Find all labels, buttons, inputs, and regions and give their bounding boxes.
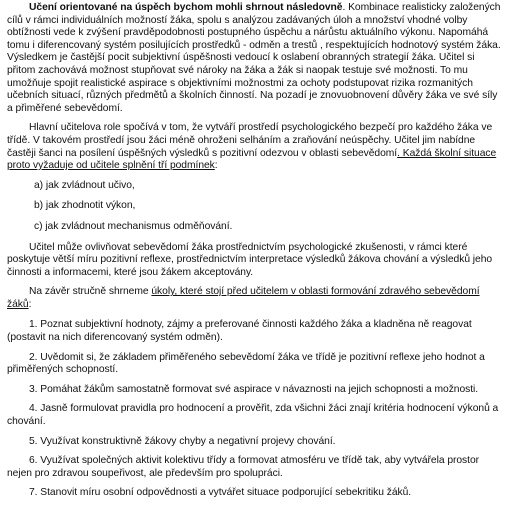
list-item: 1. Poznat subjektivní hodnoty, zájmy a preferované činnosti každého žáka a kladněna ně reagovat (postavit na nich diferencovaný systém odměn).	[7, 319, 472, 344]
list-item: c) jak zvládnout mechanismus odměňování.	[34, 220, 233, 232]
tasks-list	[7, 319, 504, 500]
list-item: 5. Využívat konstruktivně žákovy chyby a negativní projevy chování.	[29, 435, 336, 447]
conclusion-text: Na závěr stručně shrneme	[29, 286, 152, 298]
paragraph-summary	[7, 2, 504, 115]
paragraph-conclusion	[7, 286, 504, 311]
list-item: 3. Pomáhat žákům samostatně formovat své aspirace v návaznosti na jejich schopnosti a možnosti.	[29, 383, 479, 395]
paragraph-teacher-role	[7, 122, 504, 172]
self-esteem-text: Učitel může ovlivňovat sebevědomí žáka prostřednictvím psychologické zkušenosti, v rámci které poskytuje větší míru pozitivní reflexe, prostřednictvím interpretace výsledků žákova chování a výsledků jeho činnosti a informacemi, které jsou žákem akceptovány.	[7, 241, 493, 278]
summary-text: . Kombinace realisticky založených cílů v rámci individuálních možností žáka, spolu s analýzou zadávaných úloh a množství vhodné volby obtížnosti vede k zvýšení pravděpodobnosti postupného úspěchu a nárůstu aktuálního výkonu. Napomáhá tomu i diferencovaný systém posilujících prostředků - odměn a trestů , respektujících hodnotový systém žáka. Výsledkem je častější pocit subjektivní úspěšnosti vedoucí k oslabení obranných strategií žáka. Učitel si přitom zachovává možnost stupňovat své nároky na žáka a žák si naopak testuje své možnosti. To mu umožňuje spojit realistické aspirace s objektivními možnostmi za ochoty podstupovat rizika rozmanitých učebních situací, různých předmětů a školních činností. Na pozadí je znovuobnovení důvěry žáka ve své síly a přiměřené sebevědomí.	[7, 2, 501, 114]
list-item: 4. Jasně formulovat pravidla pro hodnocení a prověřit, zda všichni žáci znají kritéria hodnocení výkonů a chování.	[7, 403, 499, 428]
list-item: 7. Stanovit míru osobní odpovědnosti a vytvářet situace podporující sebekritiku žáků.	[29, 487, 412, 499]
teacher-role-underlined: . Každá školní situace proto vyžaduje od učitele splnění tří podmínek	[7, 147, 497, 172]
list-item: 2. Uvědomit si, že základem přiměřeného sebevědomí žáka ve třídě je pozitivní reflexe jeho hodnot a přiměřených schopností.	[7, 351, 485, 376]
conclusion-underlined: úkoly, které stojí před učitelem v oblasti formování zdravého sebevědomí žáků	[7, 286, 480, 310]
summary-lead: Učení orientované na úspěch bychom mohli shrnout následovně	[29, 2, 343, 13]
paragraph-self-esteem	[7, 242, 504, 280]
list-item: 6. Využívat společných aktivit kolektivu třídy a formovat atmosféru ve třídě tak, aby vytvářela prostor nejen pro zdravou soupeřivost, ale především pro spolupráci.	[7, 455, 480, 479]
list-item: a) jak zvládnout učivo,	[34, 179, 135, 191]
conditions-list	[7, 180, 504, 234]
teacher-role-tail: :	[214, 160, 218, 172]
list-item: b) jak zhodnotit výkon,	[34, 200, 136, 212]
teacher-role-text: Hlavní učitelova role spočívá v tom, že vytváří prostředí psychologického bezpečí pro každého žáka ve třídě. V takovém prostředí jsou žáci méně ohroženi selháním a zraňování neúspěchy. Učitel jim nabídne častěji šanci na posílení úspěšných výsledků s pozitivní odezvou v oblasti sebevědomí	[7, 122, 493, 159]
conclusion-tail: :	[28, 298, 32, 310]
